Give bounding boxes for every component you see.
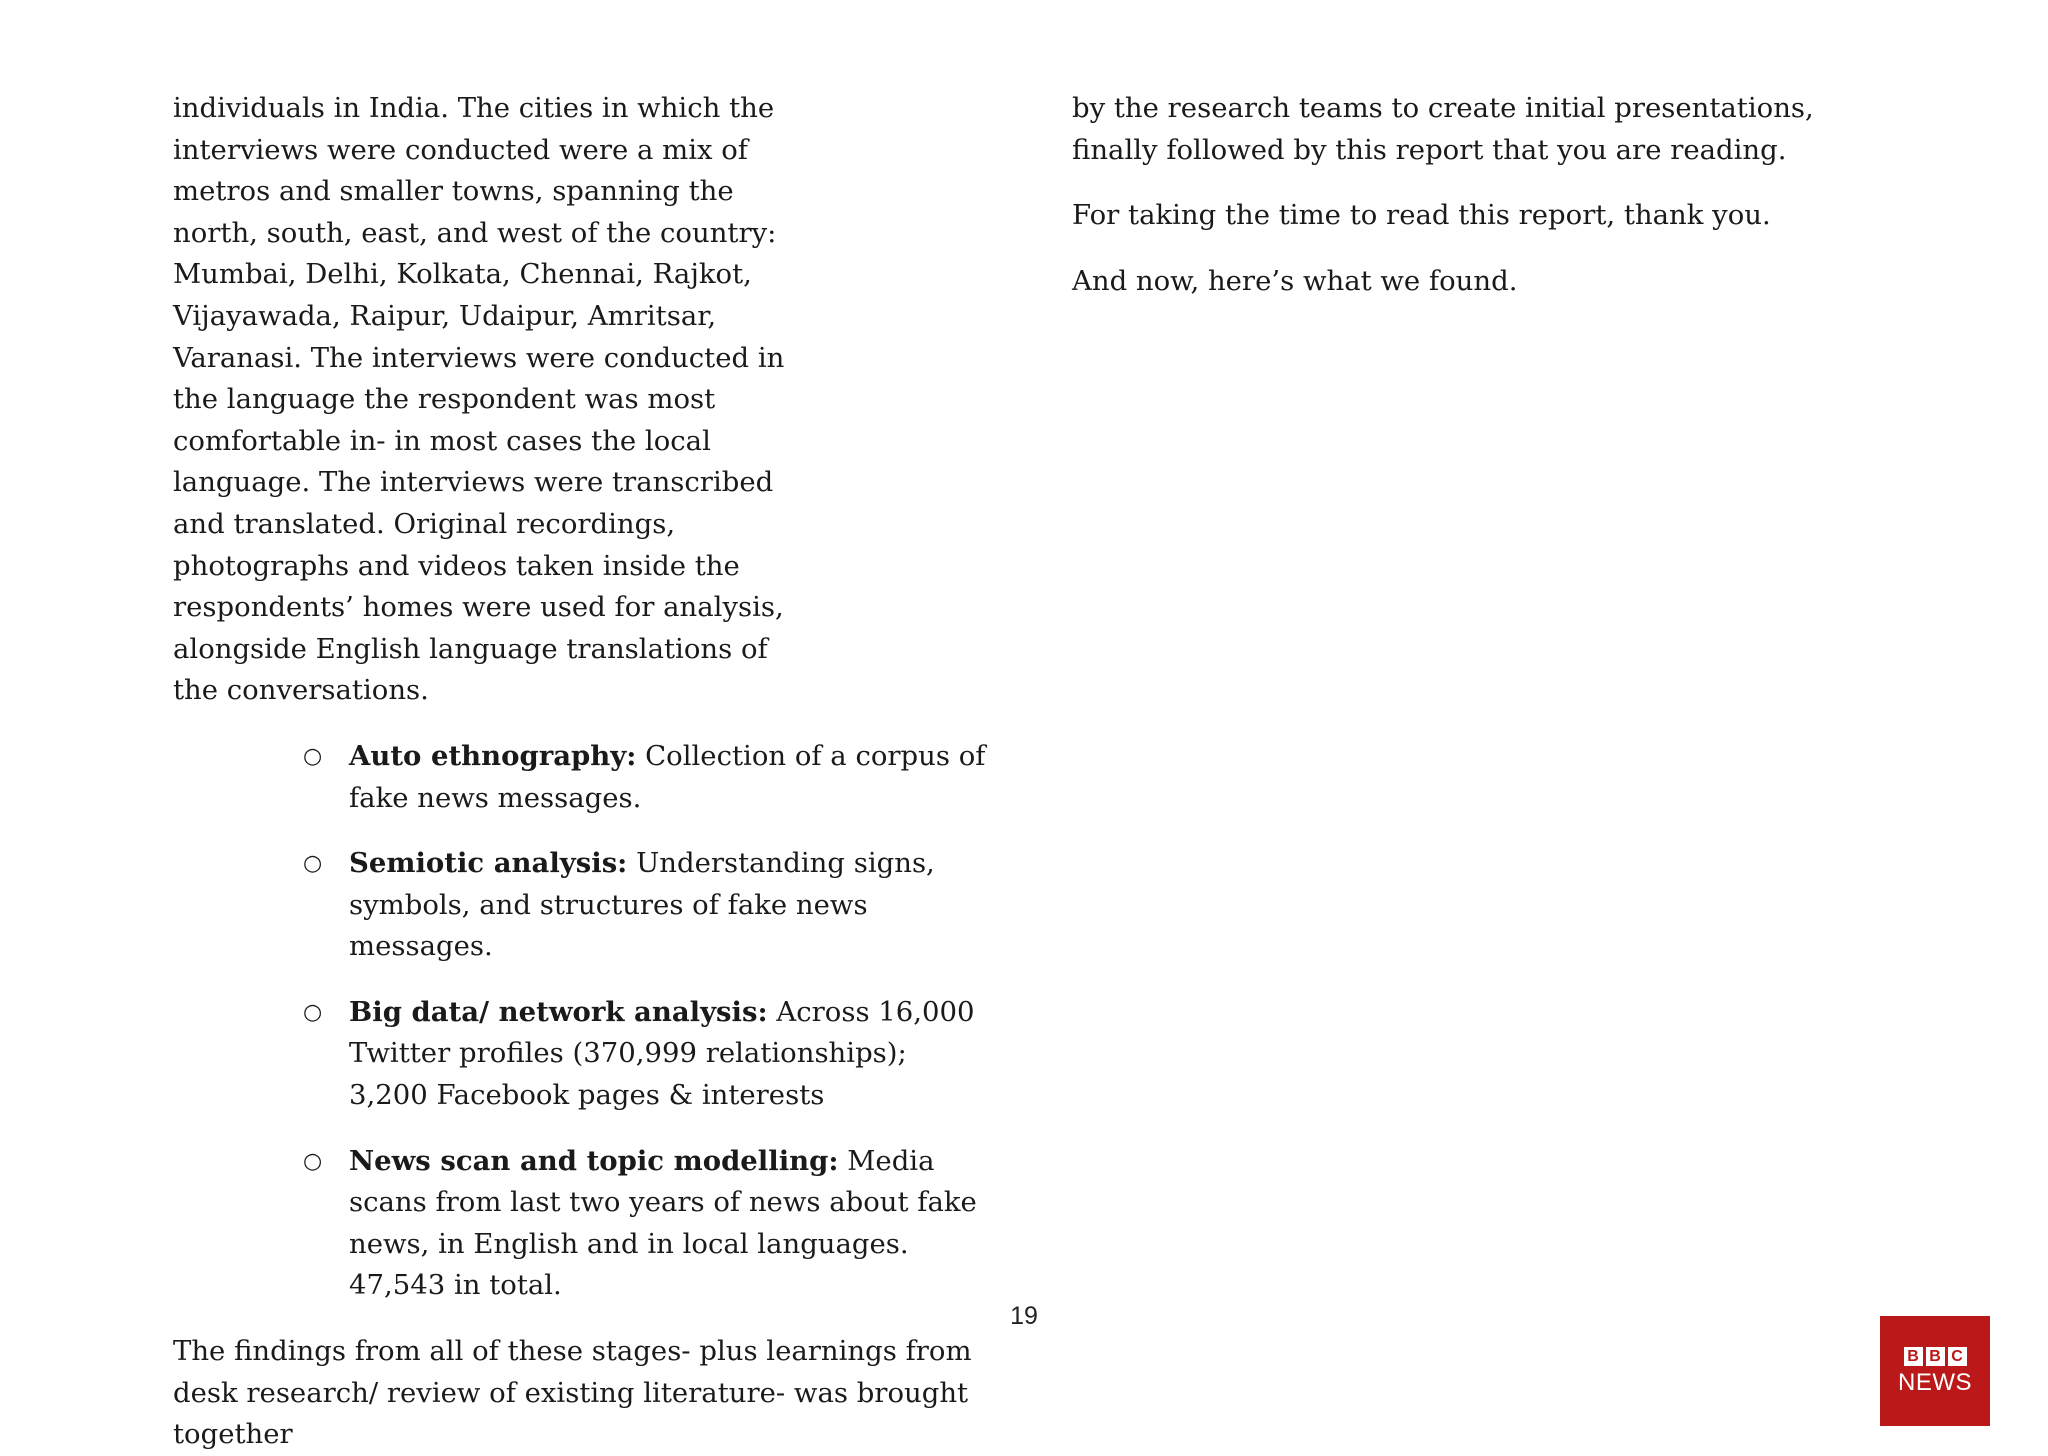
right-column [1072, 88, 1892, 326]
bullet-text: Collection of a corpus of fake news messages. [349, 739, 986, 814]
right-paragraph: by the research teams to create initial presentations, finally followed by this report that you are reading. [1072, 92, 1814, 166]
circle-bullet-icon: ○ [303, 1148, 323, 1174]
logo-letter: B [1904, 1347, 1923, 1366]
page-number: 19 [1010, 1302, 1038, 1330]
circle-bullet-icon: ○ [303, 999, 323, 1025]
bullet-item-auto-ethnography [303, 736, 989, 819]
bbc-news-logo [1880, 1316, 1990, 1426]
bullet-text: Media scans from last two years of news about fake news, in English and in local languages. 47,543 in total. [349, 1144, 977, 1302]
circle-bullet-icon: ○ [303, 851, 323, 877]
logo-letter: B [1926, 1347, 1945, 1366]
bullet-item-news-scan [303, 1141, 989, 1307]
bullet-term: Semiotic analysis: [349, 847, 628, 880]
right-paragraph: And now, here’s what we found. [1072, 264, 1518, 297]
bullet-text: Across 16,000 Twitter profiles (370,999 relationships); 3,200 Facebook pages & interests [349, 995, 975, 1112]
logo-letter: C [1948, 1347, 1967, 1366]
bullet-item-network-analysis [303, 992, 989, 1117]
bullet-term: Auto ethnography: [349, 739, 637, 772]
logo-news-text: NEWS [1898, 1368, 1972, 1396]
closing-paragraph: The findings from all of these stages- plus learnings from desk research/ review of existing literature- was brought together [173, 1335, 972, 1451]
bullet-term: News scan and topic modelling: [349, 1144, 839, 1177]
right-paragraph: For taking the time to read this report, thank you. [1072, 199, 1771, 232]
bullet-term: Big data/ network analysis: [349, 995, 768, 1028]
left-column [173, 88, 1003, 1456]
bullet-item-semiotic-analysis [303, 843, 989, 968]
bbc-blocks [1904, 1347, 1967, 1366]
circle-bullet-icon: ○ [303, 743, 323, 769]
bullet-text: Understanding signs, symbols, and structures of fake news messages. [349, 847, 935, 963]
intro-paragraph: individuals in India. The cities in which the interviews were conducted were a mix of metros and smaller towns, spanning the north, south, east, and west of the country: Mumbai, Delhi, Kolkata, Chennai, Rajkot, Vijayawada, Raipur, Udaipur, Amritsar, Varanasi. The interviews were conducted in the language the respondent was most comfortable in- in most cases the local language. The interviews were transcribed and translated. Original recordings, photographs and videos taken inside the respondents’ homes were used for analysis, alongside English language translations of the conversations. [173, 92, 785, 707]
